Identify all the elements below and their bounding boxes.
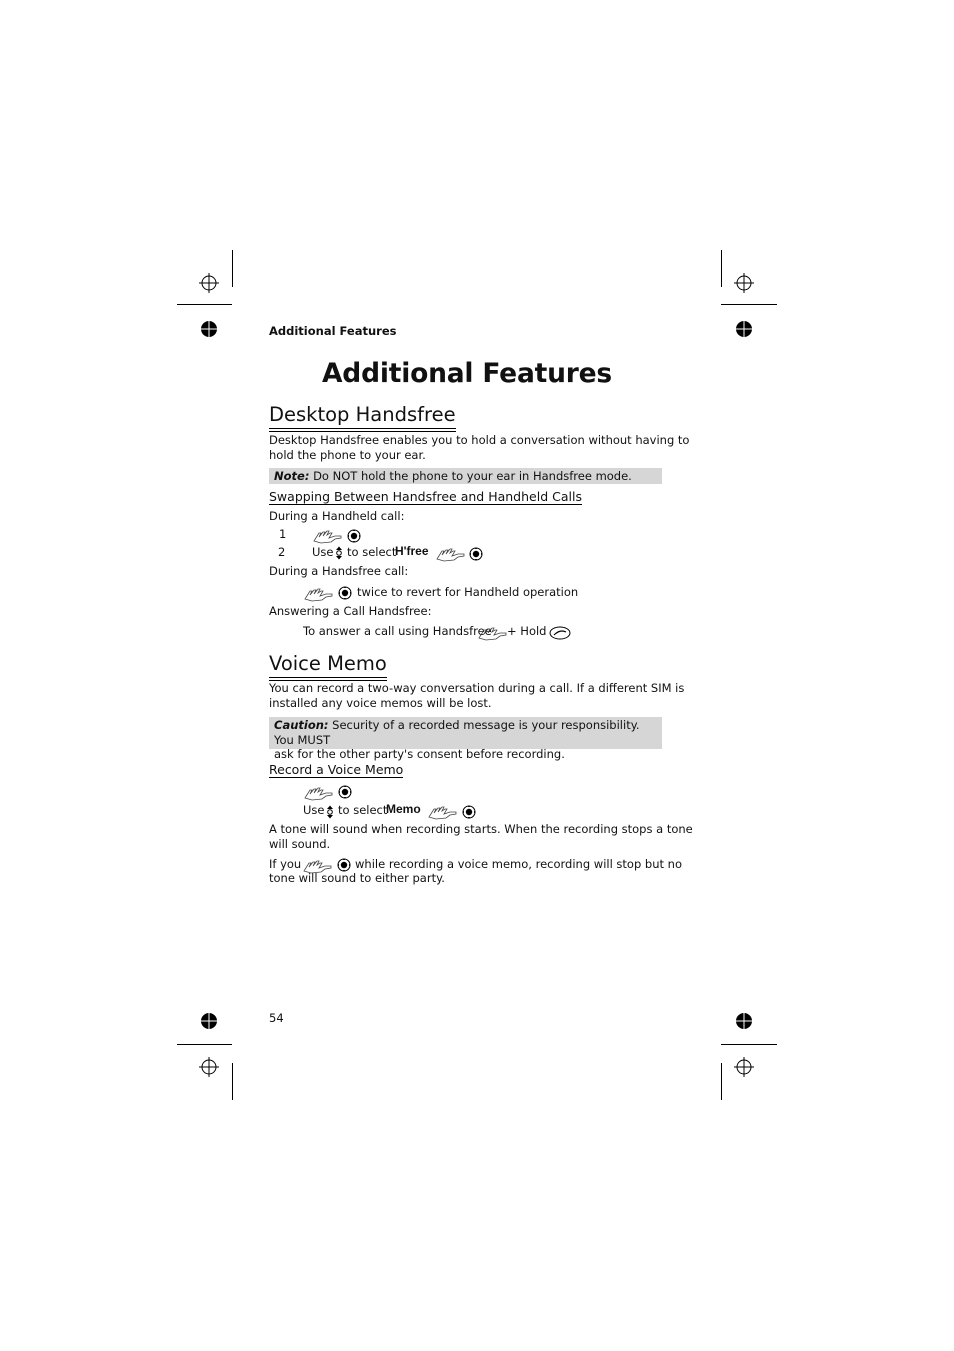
- ok-key-icon: [337, 858, 351, 872]
- caution-label: Caution:: [274, 718, 329, 732]
- text-line: installed any voice memos will be lost.: [269, 695, 492, 710]
- subheading-swapping: Swapping Between Handsfree and Handheld Calls: [269, 489, 582, 504]
- ok-key-icon: [347, 529, 361, 543]
- step-number: 1: [279, 527, 287, 541]
- section-heading-voice-memo: [269, 652, 387, 678]
- registration-mark-icon: [734, 1057, 754, 1077]
- registration-mark-icon: [734, 273, 754, 293]
- answer-text: To answer a call using Handsfree: [303, 624, 492, 638]
- subheading-record-voice-memo: Record a Voice Memo: [269, 762, 404, 777]
- ok-key-icon: [338, 586, 352, 600]
- registration-dot-icon: [199, 319, 219, 339]
- hand-press-icon: [304, 787, 334, 801]
- hand-press-icon: [436, 548, 466, 562]
- running-head: Additional Features: [269, 324, 397, 338]
- registration-dot-icon: [199, 1011, 219, 1031]
- text-line: A tone will sound when recording starts. When the recording stops a tone: [269, 822, 693, 836]
- registration-dot-icon: [734, 1011, 754, 1031]
- caution-box: [269, 717, 662, 761]
- label-during-handheld: During a Handheld call:: [269, 509, 405, 523]
- crop-line: [177, 304, 232, 305]
- ok-key-icon: [469, 547, 483, 561]
- navigation-key-icon: [325, 805, 335, 819]
- ifyou-rest-text: while recording a voice memo, recording will stop but no: [355, 857, 682, 871]
- plus-hold-text: + Hold: [507, 624, 547, 638]
- text-line: will sound.: [269, 836, 331, 851]
- page-title: Additional Features: [322, 358, 612, 389]
- ifyou-line2-text: tone will sound to either party.: [269, 871, 445, 885]
- note-box: [269, 468, 662, 484]
- ok-key-icon: [462, 805, 476, 819]
- registration-dot-icon: [734, 319, 754, 339]
- menu-item-hfree: H'free: [395, 544, 429, 558]
- registration-mark-icon: [199, 273, 219, 293]
- caution-text: ask for the other party's consent before recording.: [274, 747, 565, 761]
- twice-text: twice to revert for Handheld operation: [357, 585, 579, 599]
- heading-text: Voice Memo: [269, 652, 387, 675]
- hand-press-icon: [428, 806, 458, 820]
- heading-text: Desktop Handsfree: [269, 403, 456, 426]
- call-key-icon: [549, 626, 571, 640]
- step-number: 2: [278, 545, 286, 559]
- navigation-key-icon: [334, 546, 344, 560]
- crop-line: [177, 1044, 232, 1045]
- ifyou-text: If you: [269, 857, 302, 871]
- page-number: 54: [269, 1011, 284, 1025]
- note-text: Do NOT hold the phone to your ear in Handsfree mode.: [309, 469, 632, 483]
- text-line: Desktop Handsfree enables you to hold a conversation without having to: [269, 433, 690, 447]
- crop-line: [232, 1063, 233, 1100]
- note-label: Note:: [274, 469, 310, 483]
- crop-line: [232, 250, 233, 287]
- crop-line: [721, 1063, 722, 1100]
- use-text: Use: [303, 803, 325, 817]
- crop-line: [721, 1044, 777, 1045]
- hand-press-icon: [478, 627, 508, 641]
- step-select-text: to select: [347, 545, 397, 559]
- hand-press-icon: [313, 530, 343, 544]
- caution-text: Security of a recorded message is your responsibility. You MUST: [274, 718, 640, 747]
- ok-key-icon: [338, 785, 352, 799]
- to-select-text: to select: [338, 803, 388, 817]
- menu-item-memo: Memo: [386, 802, 421, 816]
- paragraph: [269, 681, 684, 710]
- text-line: You can record a two-way conversation during a call. If a different SIM is: [269, 681, 685, 695]
- label-during-handsfree: During a Handsfree call:: [269, 564, 409, 578]
- paragraph: [269, 822, 693, 851]
- crop-line: [721, 304, 777, 305]
- registration-mark-icon: [199, 1057, 219, 1077]
- step-use-text: Use: [312, 545, 334, 559]
- paragraph: [269, 433, 689, 462]
- text-line: hold the phone to your ear.: [269, 447, 426, 462]
- label-answering: Answering a Call Handsfree:: [269, 604, 432, 618]
- crop-line: [721, 250, 722, 287]
- hand-press-icon: [304, 588, 334, 602]
- section-heading-desktop-handsfree: [269, 403, 456, 429]
